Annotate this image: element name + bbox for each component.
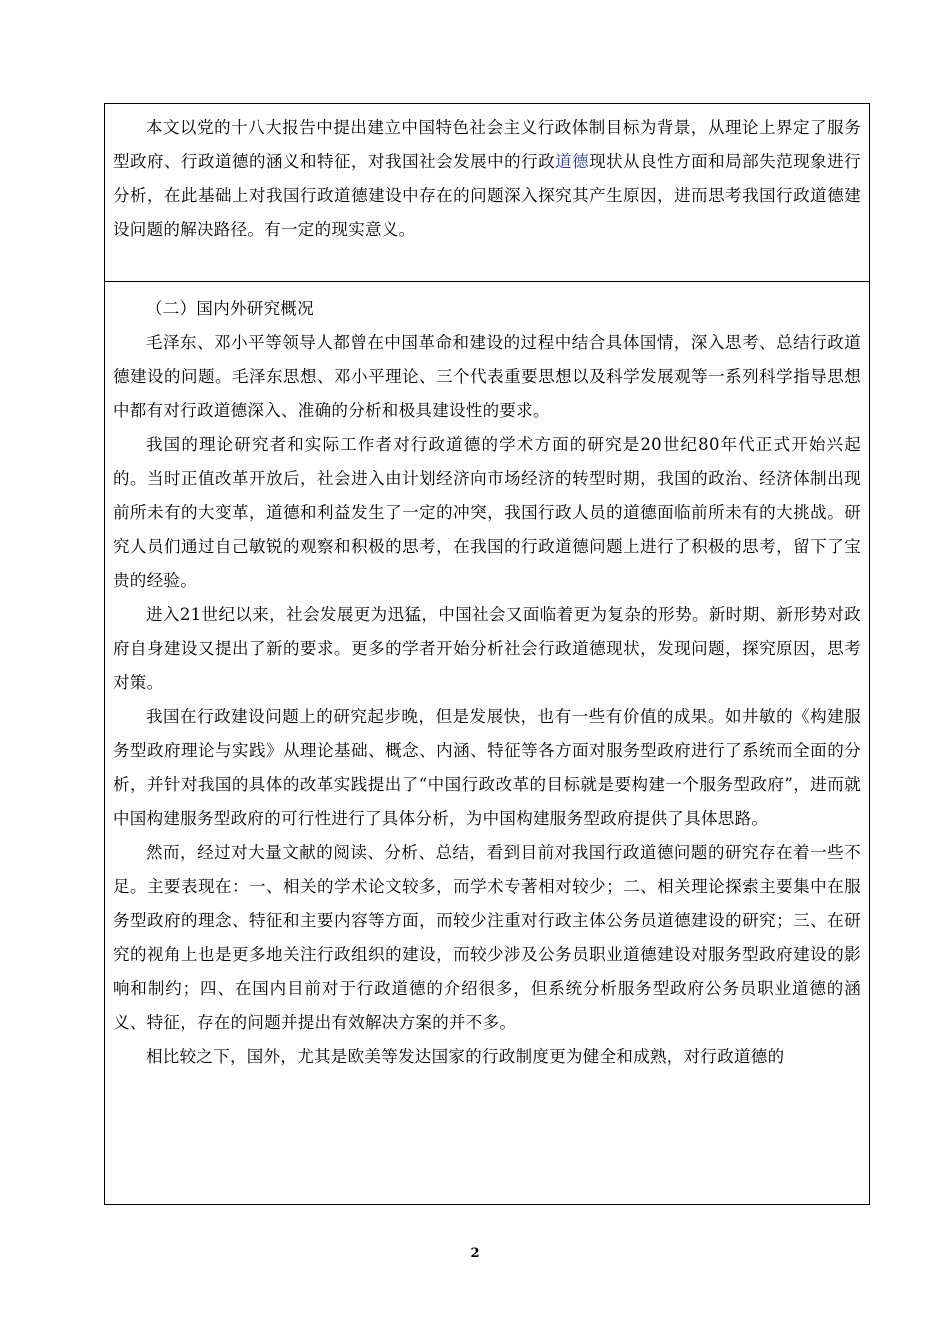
body-paragraph: 然而，经过对大量文献的阅读、分析、总结，看到目前对我国行政道德问题的研究存在着一些不足。主要表现在：一、相关的学术论文较多，而学术专著相对较少；二、相关理论探索主要集中在服务型政府的理念、特征和主要内容等方面，而较少注重对行政主体公务员道德建设的研究；三、在研究的视角上也是更多地关注行政组织的建设，而较少涉及公务员职业道德建设对服务型政府建设的影响和制约；四、在国内目前对于行政道德的介绍很多，但系统分析服务型政府公务员职业道德的涵义、特征，存在的问题并提出有效解决方案的并不多。	[113, 843, 861, 1032]
research-overview-cell	[113, 292, 861, 1074]
section-heading: （二）国内外研究概况	[146, 299, 314, 318]
page-number: 2	[470, 1246, 480, 1261]
body-paragraph: 相比较之下，国外，尤其是欧美等发达国家的行政制度更为健全和成熟，对行政道德的	[146, 1047, 785, 1066]
body-paragraph: 我国在行政建设问题上的研究起步晚，但是发展快，也有一些有价值的成果。如井敏的《构建服务型政府理论与实践》从理论基础、概念、内涵、特征等各方面对服务型政府进行了系统而全面的分析，并针对我国的具体的改革实践提出了“中国行政改革的目标就是要构建一个服务型政府”，进而就中国构建服务型政府的可行性进行了具体分析，为中国构建服务型政府提供了具体思路。	[113, 707, 861, 828]
intro-cell	[113, 111, 861, 247]
body-paragraph: 我国的理论研究者和实际工作者对行政道德的学术方面的研究是20世纪80年代正式开始兴起的。当时正值改革开放后，社会进入由计划经济向市场经济的转型时期，我国的政治、经济体制出现前所未有的大变革，道德和利益发生了一定的冲突，我国行政人员的道德面临前所未有的大挑战。研究人员们通过自己敏锐的观察和积极的思考，在我国的行政道德问题上进行了积极的思考，留下了宝贵的经验。	[113, 435, 861, 590]
moral-link[interactable]: 道德	[555, 152, 590, 171]
body-paragraph: 毛泽东、邓小平等领导人都曾在中国革命和建设的过程中结合具体国情，深入思考、总结行政道德建设的问题。毛泽东思想、邓小平理论、三个代表重要思想以及科学发展观等一系列科学指导思想中都有对行政道德深入、准确的分析和极具建设性的要求。	[113, 333, 861, 420]
body-paragraph: 进入21世纪以来，社会发展更为迅猛，中国社会又面临着更为复杂的形势。新时期、新形势对政府自身建设又提出了新的要求。更多的学者开始分析社会行政道德现状，发现问题，探究原因，思考对策。	[113, 605, 861, 692]
table-row-divider	[104, 281, 870, 282]
intro-paragraph: 本文以党的十八大报告中提出建立中国特色社会主义行政体制目标为背景，从理论上界定了服务型政府、行政道德的涵义和特征，对我国社会发展中的行政道德现状从良性方面和局部失范现象进行分析，在此基础上对我国行政道德建设中存在的问题深入探究其产生原因，进而思考我国行政道德建设问题的解决路径。有一定的现实意义。	[113, 118, 861, 239]
